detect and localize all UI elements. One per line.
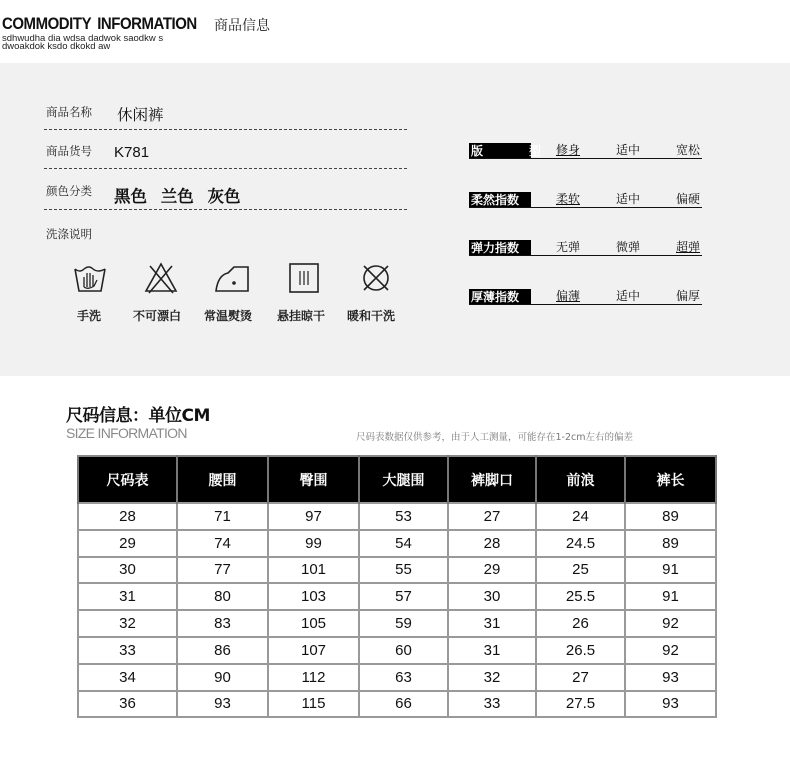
table-cell: 93 (177, 691, 268, 718)
table-cell: 86 (177, 637, 268, 664)
table-cell: 80 (177, 583, 268, 610)
table-cell: 101 (268, 557, 359, 584)
table-cell: 60 (359, 637, 448, 664)
table-cell: 27 (536, 664, 625, 691)
table-row (78, 583, 716, 610)
product-sku-label: 商品货号 (46, 144, 92, 158)
table-row (78, 610, 716, 637)
table-cell: 74 (177, 530, 268, 557)
header-subline-1: sdhwudha dia wdsa dadwok saodkw s (2, 33, 164, 44)
column-header: 尺码表 (78, 456, 177, 503)
table-cell: 34 (78, 664, 177, 691)
care-label: 手洗 (77, 309, 102, 323)
attribute-option: 宽松 (676, 143, 701, 157)
attribute-option: 偏薄 (556, 289, 581, 303)
column-header: 裤脚口 (448, 456, 536, 503)
table-cell: 71 (177, 503, 268, 530)
table-cell: 24.5 (536, 530, 625, 557)
table-cell: 26.5 (536, 637, 625, 664)
column-header: 腰围 (177, 456, 268, 503)
column-header: 大腿围 (359, 456, 448, 503)
product-info-panel (0, 63, 790, 376)
table-row (78, 530, 716, 557)
table-cell: 89 (625, 530, 716, 557)
attribute-name: 版 型 (471, 144, 563, 158)
table-cell: 66 (359, 691, 448, 718)
care-label: 不可漂白 (133, 309, 182, 323)
table-row (78, 503, 716, 530)
column-header: 裤长 (625, 456, 716, 503)
table-row (78, 691, 716, 718)
table-cell: 99 (268, 530, 359, 557)
table-cell: 83 (177, 610, 268, 637)
no-tumble-dry-icon (346, 261, 406, 295)
table-cell: 33 (448, 691, 536, 718)
attribute-name: 厚薄指数 (469, 289, 531, 305)
attribute-option: 适中 (616, 143, 641, 157)
table-cell: 30 (78, 557, 177, 584)
table-header-row (78, 456, 716, 503)
table-cell: 31 (448, 610, 536, 637)
product-name-label: 商品名称 (46, 105, 92, 119)
table-cell: 33 (78, 637, 177, 664)
table-cell: 24 (536, 503, 625, 530)
table-cell: 93 (625, 691, 716, 718)
hand-wash-icon (60, 261, 120, 295)
table-cell: 32 (448, 664, 536, 691)
attribute-option: 偏厚 (676, 289, 701, 303)
table-cell: 105 (268, 610, 359, 637)
column-header: 前浪 (536, 456, 625, 503)
table-cell: 31 (448, 637, 536, 664)
table-cell: 25.5 (536, 583, 625, 610)
header-title-cn: 商品信息 (214, 18, 270, 34)
header-subline-2: dwoakdok ksdo dkokd aw (2, 41, 111, 52)
table-cell: 92 (625, 610, 716, 637)
table-cell: 29 (78, 530, 177, 557)
divider (44, 129, 407, 130)
table-cell: 103 (268, 583, 359, 610)
attribute-option: 超弹 (676, 240, 701, 254)
table-cell: 89 (625, 503, 716, 530)
table-cell: 53 (359, 503, 448, 530)
table-cell: 90 (177, 664, 268, 691)
table-cell: 29 (448, 557, 536, 584)
divider (469, 304, 702, 305)
table-cell: 93 (625, 664, 716, 691)
attribute-name: 柔然指数 (469, 192, 531, 208)
hang-dry-icon (274, 261, 334, 295)
table-cell: 91 (625, 583, 716, 610)
table-cell: 26 (536, 610, 625, 637)
attribute-name: 弹力指数 (469, 240, 531, 256)
table-row (78, 637, 716, 664)
table-row (78, 664, 716, 691)
divider (469, 207, 702, 208)
product-color-label: 颜色分类 (46, 184, 92, 198)
table-row (78, 557, 716, 584)
table-cell: 28 (78, 503, 177, 530)
attribute-option: 柔软 (556, 192, 581, 206)
care-label: 暖和干洗 (347, 309, 396, 323)
table-cell: 30 (448, 583, 536, 610)
attribute-option: 微弹 (616, 240, 641, 254)
divider (469, 255, 702, 256)
table-cell: 63 (359, 664, 448, 691)
page-header (2, 14, 270, 34)
table-cell: 107 (268, 637, 359, 664)
table-cell: 25 (536, 557, 625, 584)
table-cell: 97 (268, 503, 359, 530)
size-subtitle: SIZE INFORMATION (66, 425, 187, 441)
divider (469, 158, 702, 159)
wash-label: 洗涤说明 (46, 227, 92, 241)
table-cell: 77 (177, 557, 268, 584)
column-header: 臀围 (268, 456, 359, 503)
product-color-value: 黑色 兰色 灰色 (114, 187, 241, 206)
table-cell: 92 (625, 637, 716, 664)
table-cell: 57 (359, 583, 448, 610)
care-label: 悬挂晾干 (277, 309, 326, 323)
iron-icon (202, 261, 262, 295)
attribute-option: 修身 (556, 143, 581, 157)
attribute-option: 偏硬 (676, 192, 701, 206)
table-cell: 27 (448, 503, 536, 530)
header-title-en: COMMODITY INFORMATION (2, 14, 197, 33)
divider (44, 168, 407, 169)
product-name-value: 休闲裤 (117, 106, 164, 124)
table-cell: 27.5 (536, 691, 625, 718)
product-sku-value: K781 (114, 144, 150, 161)
care-label: 常温熨烫 (204, 309, 253, 323)
table-cell: 32 (78, 610, 177, 637)
table-cell: 55 (359, 557, 448, 584)
size-table (77, 455, 717, 718)
table-cell: 91 (625, 557, 716, 584)
size-note: 尺码表数据仅供参考，由于人工测量，可能存在1-2cm左右的偏差 (356, 432, 633, 443)
attribute-option: 适中 (616, 289, 641, 303)
table-cell: 36 (78, 691, 177, 718)
table-cell: 54 (359, 530, 448, 557)
table-cell: 28 (448, 530, 536, 557)
table-cell: 115 (268, 691, 359, 718)
divider (44, 209, 407, 210)
attribute-option: 无弹 (556, 240, 581, 254)
size-title: 尺码信息：单位CM (66, 406, 210, 426)
table-cell: 31 (78, 583, 177, 610)
table-cell: 59 (359, 610, 448, 637)
table-cell: 112 (268, 664, 359, 691)
no-bleach-icon (131, 261, 191, 295)
attribute-option: 适中 (616, 192, 641, 206)
